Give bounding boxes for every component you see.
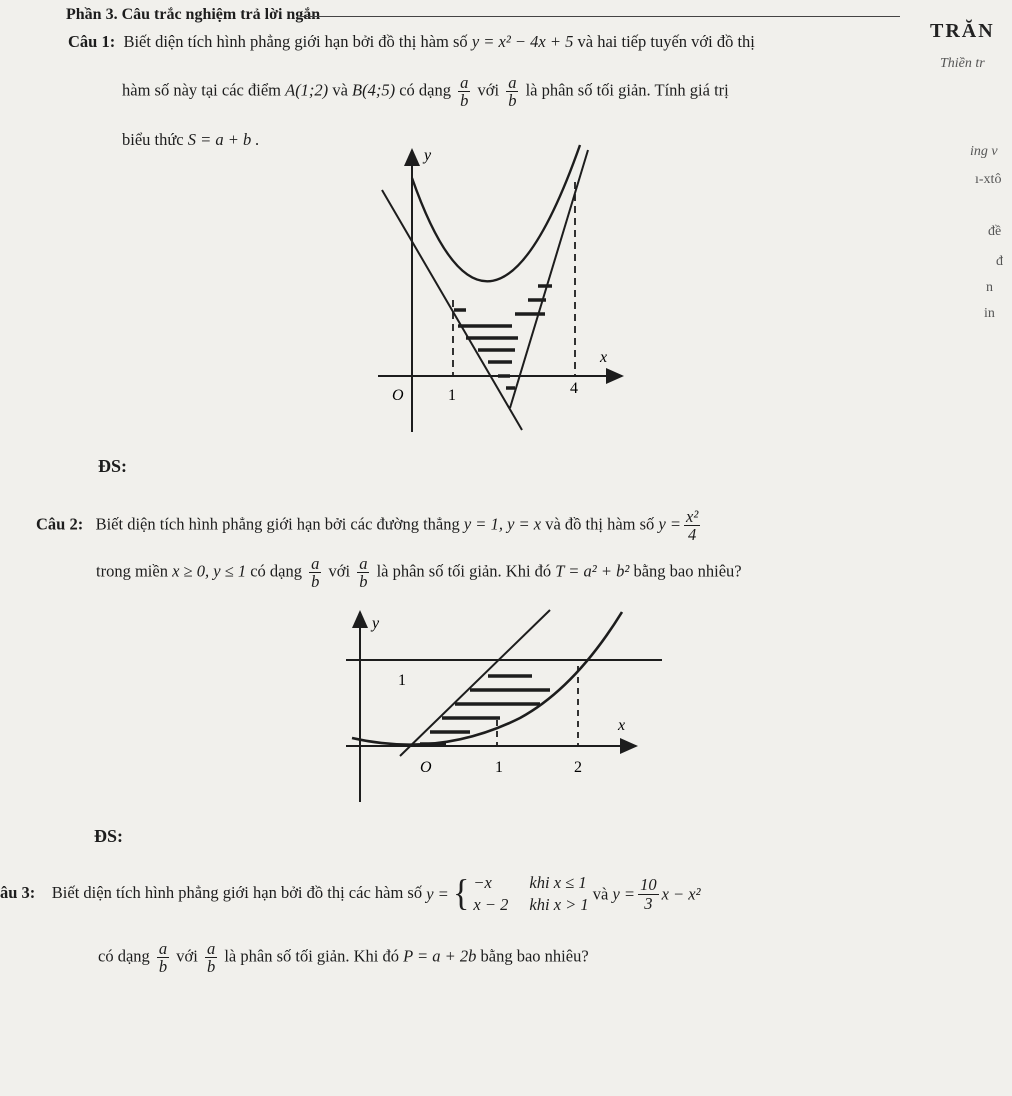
q2-line1: Câu 2: Biết diện tích hình phẳng giới hạn bởi các đường thẳng y = 1, y = x và đồ thị hàm số y = $\frac{\text{x²}}{4}$ [36,507,699,545]
x-label: x [600,349,608,366]
y-label: y [372,615,380,632]
origin-label: O [392,387,404,404]
side-fragment: đ [996,254,1003,269]
q1-line1: Câu 1: Biết diện tích hình phẳng giới hạn bởi đồ thị hàm số y = x² − 4x + 5 và hai tiếp tuyến với đồ thị [68,32,755,51]
q3-line1: âu 3: Biết diện tích hình phẳng giới hạn bởi đồ thị các hàm số y = { −x khi x ≤ 1 x − 2 khi x > 1 và y = $\frac{10}{3}$ x − x² [0,872,701,917]
q1-label: Câu 1: [68,32,116,51]
q1-expression: S = a + b . [187,130,260,149]
fraction-a-over-b: $\frac{a}{b}$ [359,554,368,592]
q2-lines: y = 1, y = x [463,514,542,534]
brand-sub: Thiền tr [940,56,985,71]
tick-1: 1 [495,759,503,776]
piecewise-brace: { [452,873,470,915]
q3-line2: có dạng $\frac{a}{b}$ với $\frac{a}{b}$ là phân số tối giản. Khi đó P = a + 2b bằng bao nhiêu? [98,939,589,977]
q1-line2: hàm số này tại các điểm A(1;2) và B(4;5) có dạng $\frac{a}{b}$ với $\frac{a}{b}$ là phân số tối giản. Tính giá trị [122,73,729,111]
fraction-a-over-b: $\frac{a}{b}$ [158,939,168,977]
header-rule [300,16,900,17]
brand-partial: TRĂN [930,20,995,42]
answer-label: ĐS: [98,456,128,476]
y-tick-1: 1 [398,672,406,689]
q3-coef-fraction: $\frac{10}{3}$ [640,875,657,913]
side-fragment: n [986,280,993,295]
tick-4: 4 [570,380,578,397]
piecewise-cases: −x khi x ≤ 1 x − 2 khi x > 1 [473,873,589,915]
tick-2: 2 [574,759,582,776]
q2-domain: x ≥ 0, y ≤ 1 [172,561,247,581]
origin-label: O [420,759,432,776]
section-title: Phần 3. Câu trắc nghiệm trả lời ngắn [66,6,321,23]
q3-expression: P = a + 2b [403,946,477,966]
tick-1: 1 [448,387,456,404]
fraction-a-over-b: $\frac{a}{b}$ [460,73,469,111]
answer-label: ĐS: [94,826,124,846]
q1-line3: biểu thức S = a + b . [122,130,260,149]
fraction-a-over-b: $\frac{a}{b}$ [206,939,216,977]
q3-label: âu 3: [0,883,36,903]
graph-1 [360,140,640,440]
x-label: x [618,717,626,734]
side-fragment: in [984,306,995,321]
y-label: y [424,147,432,164]
line-y-equals-x [400,610,550,756]
fraction-a-over-b: $\frac{a}{b}$ [508,73,517,111]
side-fragment: ing v [970,144,998,159]
q1-function: y = x² − 4x + 5 [471,32,574,51]
q2-expression: T = a² + b² [555,561,630,581]
side-fragment: ı-xtô [975,172,1002,187]
parabola-curve [352,612,622,745]
q2-line2: trong miền x ≥ 0, y ≤ 1 có dạng $\frac{a}{b}$ với $\frac{a}{b}$ là phân số tối giản. Khi đó T = a² + b² bằng bao nhiêu? [96,554,742,592]
q2-label: Câu 2: [36,514,84,534]
graph-2 [340,600,670,810]
q2-function-fraction: $\frac{\text{x²}}{4}$ [686,507,699,545]
q1-point-a: A(1;2) [285,80,329,100]
tangent-at-b [510,150,588,408]
side-fragment: đề [988,224,1002,239]
q1-point-b: B(4;5) [352,80,396,100]
fraction-a-over-b: $\frac{a}{b}$ [311,554,320,592]
